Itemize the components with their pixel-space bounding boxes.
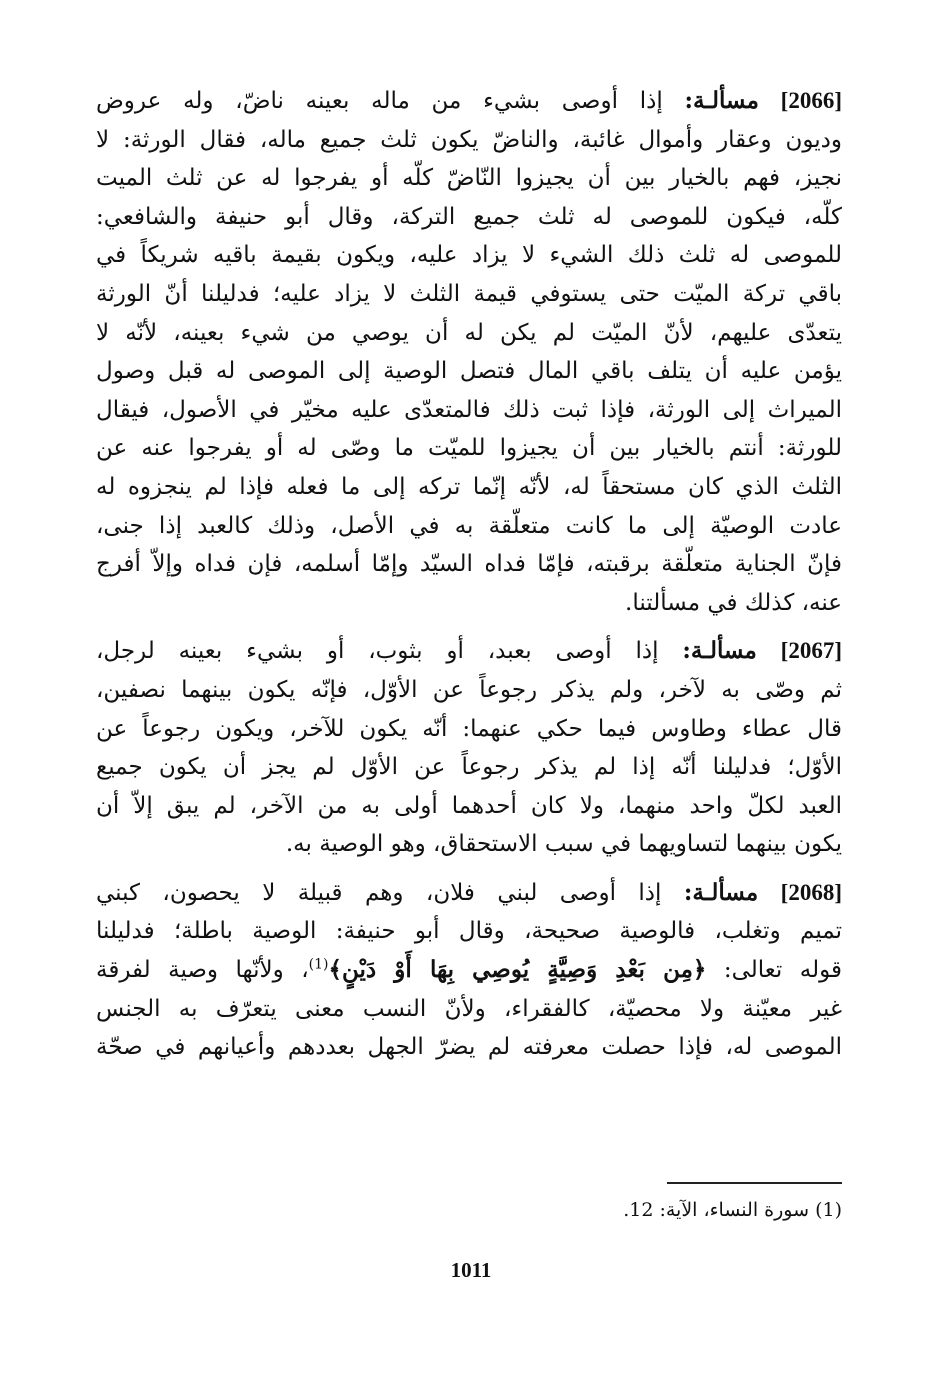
issue-number: [2068] xyxy=(780,879,842,905)
text-line: إذا أوصى لبني فلان، وهم قبيلة لا يحصون، كبني xyxy=(96,879,662,906)
text-line: العبد لكلّ واحد منهما، ولا كان أحدهما أولى به من الآخر، لم يبق إلاّ أن xyxy=(96,792,842,819)
text-line: للورثة: أنتم بالخيار بين أن يجيزوا للميّت ما وصّى له أو يفرجوا عنه عن xyxy=(96,435,842,462)
footnote-divider xyxy=(667,1182,842,1184)
footnote xyxy=(623,1196,842,1224)
text-line: وديون وعقار وأموال غائبة، والناضّ يكون ثلث جميع ماله، فقال الورثة: لا xyxy=(96,126,842,153)
text-line: يكون بينهما لتساويهما في سبب الاستحقاق، وهو الوصية به. xyxy=(285,831,842,858)
quran-line xyxy=(96,951,842,990)
text-line: فإنّ الجناية متعلّقة برقبته، فإمّا فداه السيّد وإمّا أسلمه، فإن فداه وإلاّ أفرج xyxy=(96,551,842,578)
issue-keyword: مسألـة: xyxy=(683,878,759,906)
quote-intro: قوله تعالى: xyxy=(723,957,842,984)
text-line: غير معيّنة ولا محصيّة، كالفقراء، ولأنّ النسب معنى يتعرّف به الجنس xyxy=(96,995,842,1022)
page-body xyxy=(96,82,842,1067)
text-line: تميم وتغلب، فالوصية صحيحة، وقال أبو حنيفة: الوصية باطلة؛ فدليلنا xyxy=(96,918,842,945)
text-line: الثلث الذي كان مستحقاً له، لأنّه إنّما تركه إلى ما فعله فإذا لم ينجزوه له xyxy=(96,473,842,500)
footnote-marker: (1) xyxy=(308,956,329,973)
issue-number: [2066] xyxy=(780,88,842,113)
footnote-text: سورة النساء، الآية: 12. xyxy=(623,1199,810,1221)
issue-paragraph-2066 xyxy=(96,82,842,622)
text-line: الميراث إلى الورثة، فإذا ثبت ذلك فالمتعدّى عليه مخيّر في الأصول، فيقال xyxy=(96,396,842,423)
issue-keyword: مسألـة: xyxy=(684,87,759,114)
text-line: للموصى له ثلث ذلك الشيء لا يزاد عليه، ويكون بقيمة باقيه شريكاً في xyxy=(96,242,842,269)
footnote-number: (1) xyxy=(815,1199,842,1221)
text-line: عادت الوصيّة إلى ما كانت متعلّقة به في الأصل، وذلك كالعبد إذا جنى، xyxy=(96,512,842,539)
issue-number: [2067] xyxy=(780,638,842,664)
quran-verse: ﴿مِن بَعْدِ وَصِيَّةٍ يُوصِي بِهَا أَوْ دَيْنٍ﴾ xyxy=(328,956,707,984)
text-line: إذا أوصى بعبد، أو بثوب، أو بشيء بعينه لرجل، xyxy=(96,638,659,665)
text-line: نجيز، فهم بالخيار بين أن يجيزوا النّاضّ كلّه أو يفرجوا له عن ثلث الميت xyxy=(96,165,842,192)
text-line: باقي تركة الميّت حتى يستوفي قيمة الثلث لا يزاد عليه؛ فدليلنا أنّ الورثة xyxy=(96,280,842,307)
text-line: قال عطاء وطاوس فيما حكي عنهما: أنّه يكون للآخر، ويكون رجوعاً عن xyxy=(96,715,842,742)
text-line: إذا أوصى بشيء من ماله بعينه ناضّ، وله عروض xyxy=(96,88,663,114)
issue-paragraph-2067 xyxy=(96,632,842,864)
text-line: الأوّل؛ فدليلنا أنّه إذا لم يذكر رجوعاً عن الأوّل لم يجز أن يكون جميع xyxy=(96,754,842,781)
quote-continuation: ، ولأنّها وصية لفرقة xyxy=(96,957,309,984)
text-line: كلّه، فيكون للموصى له ثلث جميع التركة، وقال أبو حنيفة والشافعي: xyxy=(96,203,842,230)
page-number: 1011 xyxy=(450,1258,492,1282)
text-line: الموصى له، فإذا حصلت معرفته لم يضرّ الجهل بعددهم وأعيانهم في صحّة xyxy=(96,1034,842,1061)
issue-keyword: مسألـة: xyxy=(682,637,757,665)
text-line: عنه، كذلك في مسألتنا. xyxy=(625,589,842,616)
issue-paragraph-2068 xyxy=(96,874,842,1067)
text-line: يؤمن عليه أن يتلف باقي المال فتصل الوصية إلى الموصى له قبل وصول xyxy=(96,358,842,385)
text-line: ثم وصّى به لآخر، ولم يذكر رجوعاً عن الأوّل، فإنّه يكون بينهما نصفين، xyxy=(96,676,842,703)
text-line: يتعدّى عليهم، لأنّ الميّت لم يكن له أن يوصي من شيء بعينه، لأنّه لا xyxy=(96,319,842,346)
